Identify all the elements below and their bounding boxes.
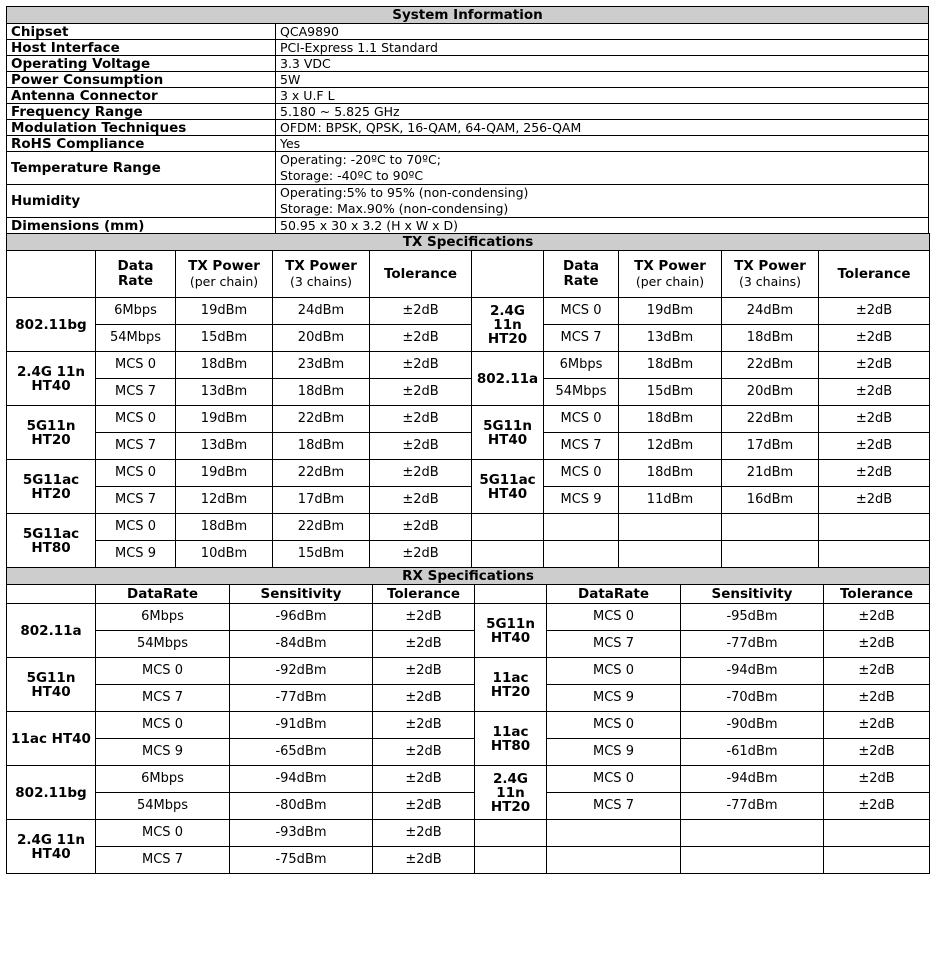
system-key: Operating Voltage — [7, 56, 276, 72]
tx-cell: ±2dB — [370, 541, 472, 568]
tx-empty-cell — [472, 514, 544, 541]
tx-header-power-label: TX Power — [634, 258, 706, 274]
tx-cell: 16dBm — [722, 487, 819, 514]
system-value: QCA9890 — [276, 24, 929, 40]
tx-header-power-sub: (per chain) — [189, 274, 259, 289]
tx-specifications-table — [6, 233, 930, 568]
tx-cell: ±2dB — [370, 460, 472, 487]
tx-header-power-sub: (per chain) — [635, 274, 705, 289]
system-value: PCI-Express 1.1 Standard — [276, 40, 929, 56]
dimensions-value: 50.95 x 30 x 3.2 (H x W x D) — [276, 218, 929, 234]
rx-row — [7, 847, 930, 874]
tx-header-power-label: TX Power — [734, 258, 806, 274]
rx-cell: ±2dB — [824, 658, 930, 685]
rx-band-label: 11ac HT20 — [475, 658, 547, 712]
rx-cell: ±2dB — [824, 739, 930, 766]
tx-row — [7, 541, 930, 568]
rx-cell: -94dBm — [681, 766, 824, 793]
rx-band-label: 11ac HT80 — [475, 712, 547, 766]
rx-header-band — [475, 585, 547, 604]
system-row-dimensions — [7, 218, 929, 234]
tx-header-power-label: TX Power — [285, 258, 357, 274]
rx-band-label: 802.11a — [7, 604, 96, 658]
rx-header-sensitivity: Sensitivity — [681, 585, 824, 604]
rx-band-label: 11ac HT40 — [7, 712, 96, 766]
rx-row — [7, 820, 930, 847]
tx-cell: 6Mbps — [544, 352, 619, 379]
rx-cell: ±2dB — [824, 766, 930, 793]
tx-cell: MCS 7 — [544, 433, 619, 460]
rx-cell: ±2dB — [373, 658, 475, 685]
rx-row — [7, 712, 930, 739]
system-row — [7, 120, 929, 136]
tx-cell: 18dBm — [273, 379, 370, 406]
rx-cell: MCS 9 — [96, 739, 230, 766]
rx-cell: ±2dB — [373, 631, 475, 658]
tx-header-power-sub: (3 chains) — [738, 274, 802, 289]
rx-band-label: 2.4G 11n HT20 — [475, 766, 547, 820]
rx-cell: -65dBm — [230, 739, 373, 766]
rx-cell: MCS 9 — [547, 685, 681, 712]
tx-cell: 21dBm — [722, 460, 819, 487]
rx-cell: -84dBm — [230, 631, 373, 658]
tx-header-data-rate: Data Rate — [96, 251, 176, 298]
rx-cell: ±2dB — [824, 712, 930, 739]
tx-cell: 12dBm — [176, 487, 273, 514]
system-value: OFDM: BPSK, QPSK, 16-QAM, 64-QAM, 256-QAM — [276, 120, 929, 136]
system-key: Host Interface — [7, 40, 276, 56]
temperature-line-2: Storage: -40ºC to 90ºC — [280, 168, 424, 183]
tx-cell: MCS 7 — [96, 487, 176, 514]
rx-cell: MCS 0 — [547, 604, 681, 631]
tx-band-label: 2.4G 11n HT40 — [7, 352, 96, 406]
system-row — [7, 104, 929, 120]
tx-row — [7, 514, 930, 541]
spec-sheet — [6, 6, 929, 874]
tx-cell: 13dBm — [176, 433, 273, 460]
tx-cell: ±2dB — [370, 379, 472, 406]
humidity-line-1: Operating:5% to 95% (non-condensing) — [280, 185, 529, 200]
rx-cell: MCS 0 — [547, 766, 681, 793]
tx-cell: ±2dB — [370, 325, 472, 352]
rx-cell: ±2dB — [373, 766, 475, 793]
rx-row — [7, 658, 930, 685]
rx-cell: MCS 0 — [96, 712, 230, 739]
rx-header-tolerance: Tolerance — [373, 585, 475, 604]
rx-cell: MCS 7 — [547, 631, 681, 658]
system-value: 5.180 ~ 5.825 GHz — [276, 104, 929, 120]
rx-header-sensitivity: Sensitivity — [230, 585, 373, 604]
tx-header-row — [7, 251, 930, 298]
rx-header-data-rate: DataRate — [547, 585, 681, 604]
system-key: Power Consumption — [7, 72, 276, 88]
rx-cell: -75dBm — [230, 847, 373, 874]
tx-band-label: 5G11n HT40 — [472, 406, 544, 460]
tx-row — [7, 487, 930, 514]
tx-cell: MCS 0 — [96, 514, 176, 541]
rx-empty-cell — [475, 820, 547, 847]
tx-band-label: 802.11a — [472, 352, 544, 406]
tx-cell: ±2dB — [819, 379, 930, 406]
tx-cell: 19dBm — [176, 298, 273, 325]
tx-empty-cell — [619, 541, 722, 568]
tx-cell: 10dBm — [176, 541, 273, 568]
tx-cell: 18dBm — [176, 352, 273, 379]
tx-cell: ±2dB — [370, 406, 472, 433]
tx-cell: MCS 9 — [96, 541, 176, 568]
rx-header-band — [7, 585, 96, 604]
tx-header-power — [273, 251, 370, 298]
system-key: Antenna Connector — [7, 88, 276, 104]
rx-empty-cell — [547, 847, 681, 874]
tx-cell: 15dBm — [273, 541, 370, 568]
rx-cell: ±2dB — [373, 847, 475, 874]
rx-cell: -94dBm — [230, 766, 373, 793]
rx-cell: MCS 7 — [96, 685, 230, 712]
system-key: Chipset — [7, 24, 276, 40]
tx-cell: ±2dB — [819, 325, 930, 352]
rx-cell: -95dBm — [681, 604, 824, 631]
tx-header-power — [176, 251, 273, 298]
system-value: 3.3 VDC — [276, 56, 929, 72]
rx-row — [7, 685, 930, 712]
rx-band-label: 5G11n HT40 — [475, 604, 547, 658]
tx-cell: MCS 0 — [96, 460, 176, 487]
rx-empty-cell — [475, 847, 547, 874]
rx-cell: 6Mbps — [96, 604, 230, 631]
tx-cell: 19dBm — [176, 406, 273, 433]
rx-cell: -90dBm — [681, 712, 824, 739]
rx-cell: -77dBm — [230, 685, 373, 712]
tx-cell: 15dBm — [176, 325, 273, 352]
tx-empty-cell — [722, 514, 819, 541]
temperature-value — [276, 152, 929, 185]
tx-header-power — [722, 251, 819, 298]
rx-row — [7, 631, 930, 658]
tx-header-power — [619, 251, 722, 298]
rx-cell: MCS 7 — [547, 793, 681, 820]
tx-cell: MCS 0 — [96, 352, 176, 379]
rx-cell: MCS 0 — [547, 658, 681, 685]
tx-header-band — [472, 251, 544, 298]
system-key: Frequency Range — [7, 104, 276, 120]
tx-cell: ±2dB — [370, 487, 472, 514]
rx-cell: -77dBm — [681, 793, 824, 820]
tx-empty-cell — [819, 514, 930, 541]
tx-cell: 54Mbps — [544, 379, 619, 406]
tx-cell: ±2dB — [819, 433, 930, 460]
tx-cell: ±2dB — [370, 433, 472, 460]
rx-empty-cell — [547, 820, 681, 847]
system-row — [7, 24, 929, 40]
system-row — [7, 56, 929, 72]
tx-row — [7, 460, 930, 487]
rx-cell: ±2dB — [373, 793, 475, 820]
tx-cell: 20dBm — [722, 379, 819, 406]
tx-cell: 24dBm — [722, 298, 819, 325]
rx-cell: ±2dB — [373, 712, 475, 739]
tx-cell: MCS 7 — [96, 379, 176, 406]
tx-cell: ±2dB — [819, 406, 930, 433]
rx-specifications-table — [6, 567, 930, 874]
rx-cell: -77dBm — [681, 631, 824, 658]
tx-empty-cell — [472, 541, 544, 568]
tx-empty-cell — [819, 541, 930, 568]
rx-cell: ±2dB — [824, 631, 930, 658]
tx-cell: 22dBm — [273, 406, 370, 433]
system-row-humidity — [7, 185, 929, 218]
tx-row — [7, 433, 930, 460]
rx-cell: -93dBm — [230, 820, 373, 847]
tx-cell: 54Mbps — [96, 325, 176, 352]
system-row-temperature — [7, 152, 929, 185]
rx-cell: ±2dB — [824, 604, 930, 631]
humidity-line-2: Storage: Max.90% (non-condensing) — [280, 201, 509, 216]
rx-header-data-rate: DataRate — [96, 585, 230, 604]
tx-empty-cell — [544, 514, 619, 541]
tx-empty-cell — [722, 541, 819, 568]
tx-cell: 22dBm — [722, 406, 819, 433]
rx-band-label: 802.11bg — [7, 766, 96, 820]
tx-header-tolerance: Tolerance — [370, 251, 472, 298]
tx-header-band — [7, 251, 96, 298]
tx-cell: 18dBm — [722, 325, 819, 352]
tx-cell: 24dBm — [273, 298, 370, 325]
system-information-table — [6, 6, 929, 234]
tx-band-label: 5G11ac HT20 — [7, 460, 96, 514]
tx-cell: 18dBm — [619, 406, 722, 433]
tx-cell: 13dBm — [619, 325, 722, 352]
system-row — [7, 136, 929, 152]
rx-empty-cell — [681, 820, 824, 847]
tx-cell: MCS 7 — [544, 325, 619, 352]
system-row — [7, 40, 929, 56]
tx-cell: 22dBm — [722, 352, 819, 379]
tx-cell: 20dBm — [273, 325, 370, 352]
tx-cell: 22dBm — [273, 460, 370, 487]
dimensions-key: Dimensions (mm) — [7, 218, 276, 234]
tx-cell: 19dBm — [176, 460, 273, 487]
tx-cell: MCS 0 — [544, 460, 619, 487]
rx-header-tolerance: Tolerance — [824, 585, 930, 604]
tx-cell: MCS 0 — [544, 406, 619, 433]
tx-empty-cell — [544, 541, 619, 568]
tx-cell: 15dBm — [619, 379, 722, 406]
tx-empty-cell — [619, 514, 722, 541]
tx-row — [7, 379, 930, 406]
rx-row — [7, 766, 930, 793]
tx-cell: ±2dB — [819, 487, 930, 514]
rx-cell: -96dBm — [230, 604, 373, 631]
rx-cell: -91dBm — [230, 712, 373, 739]
tx-band-label: 802.11bg — [7, 298, 96, 352]
rx-cell: 54Mbps — [96, 631, 230, 658]
rx-cell: 54Mbps — [96, 793, 230, 820]
rx-band-label: 5G11n HT40 — [7, 658, 96, 712]
rx-cell: MCS 0 — [96, 820, 230, 847]
system-value: Yes — [276, 136, 929, 152]
rx-row — [7, 604, 930, 631]
tx-cell: ±2dB — [819, 298, 930, 325]
rx-row — [7, 739, 930, 766]
tx-row — [7, 325, 930, 352]
rx-cell: MCS 7 — [96, 847, 230, 874]
system-key: Modulation Techniques — [7, 120, 276, 136]
rx-band-label: 2.4G 11n HT40 — [7, 820, 96, 874]
humidity-key: Humidity — [7, 185, 276, 218]
tx-cell: MCS 7 — [96, 433, 176, 460]
humidity-value — [276, 185, 929, 218]
rx-cell: ±2dB — [824, 793, 930, 820]
tx-cell: 23dBm — [273, 352, 370, 379]
tx-cell: 17dBm — [273, 487, 370, 514]
rx-empty-cell — [824, 847, 930, 874]
tx-cell: 12dBm — [619, 433, 722, 460]
tx-cell: 18dBm — [619, 352, 722, 379]
rx-cell: -94dBm — [681, 658, 824, 685]
tx-cell: 18dBm — [176, 514, 273, 541]
tx-cell: 11dBm — [619, 487, 722, 514]
tx-header-power-sub: (3 chains) — [289, 274, 353, 289]
system-value: 5W — [276, 72, 929, 88]
tx-cell: MCS 0 — [544, 298, 619, 325]
section-title-rx: RX Specifications — [7, 568, 930, 585]
rx-cell: 6Mbps — [96, 766, 230, 793]
tx-cell: ±2dB — [370, 352, 472, 379]
rx-cell: MCS 9 — [547, 739, 681, 766]
tx-cell: 18dBm — [619, 460, 722, 487]
rx-cell: ±2dB — [373, 685, 475, 712]
system-row — [7, 72, 929, 88]
tx-band-label: 5G11n HT20 — [7, 406, 96, 460]
rx-empty-cell — [824, 820, 930, 847]
rx-cell: ±2dB — [373, 739, 475, 766]
rx-cell: ±2dB — [824, 685, 930, 712]
rx-header-row — [7, 585, 930, 604]
tx-cell: MCS 9 — [544, 487, 619, 514]
rx-cell: ±2dB — [373, 820, 475, 847]
rx-cell: -61dBm — [681, 739, 824, 766]
tx-cell: ±2dB — [370, 514, 472, 541]
rx-cell: MCS 0 — [547, 712, 681, 739]
tx-header-tolerance: Tolerance — [819, 251, 930, 298]
tx-cell: 19dBm — [619, 298, 722, 325]
tx-band-label: 5G11ac HT40 — [472, 460, 544, 514]
section-title-tx: TX Specifications — [7, 234, 930, 251]
rx-empty-cell — [681, 847, 824, 874]
section-title-system: System Information — [7, 7, 929, 24]
rx-cell: ±2dB — [373, 604, 475, 631]
tx-cell: ±2dB — [819, 352, 930, 379]
system-value: 3 x U.F L — [276, 88, 929, 104]
system-key: RoHS Compliance — [7, 136, 276, 152]
tx-cell: ±2dB — [819, 460, 930, 487]
tx-header-power-label: TX Power — [188, 258, 260, 274]
temperature-key: Temperature Range — [7, 152, 276, 185]
tx-cell: MCS 0 — [96, 406, 176, 433]
temperature-line-1: Operating: -20ºC to 70ºC; — [280, 152, 441, 167]
tx-cell: 22dBm — [273, 514, 370, 541]
rx-cell: -80dBm — [230, 793, 373, 820]
tx-row — [7, 352, 930, 379]
rx-row — [7, 793, 930, 820]
rx-cell: MCS 0 — [96, 658, 230, 685]
system-row — [7, 88, 929, 104]
tx-row — [7, 406, 930, 433]
rx-cell: -70dBm — [681, 685, 824, 712]
tx-cell: ±2dB — [370, 298, 472, 325]
tx-cell: 17dBm — [722, 433, 819, 460]
tx-header-data-rate: Data Rate — [544, 251, 619, 298]
rx-cell: -92dBm — [230, 658, 373, 685]
tx-row — [7, 298, 930, 325]
tx-band-label: 5G11ac HT80 — [7, 514, 96, 568]
tx-cell: 13dBm — [176, 379, 273, 406]
tx-band-label: 2.4G 11n HT20 — [472, 298, 544, 352]
tx-cell: 6Mbps — [96, 298, 176, 325]
tx-cell: 18dBm — [273, 433, 370, 460]
